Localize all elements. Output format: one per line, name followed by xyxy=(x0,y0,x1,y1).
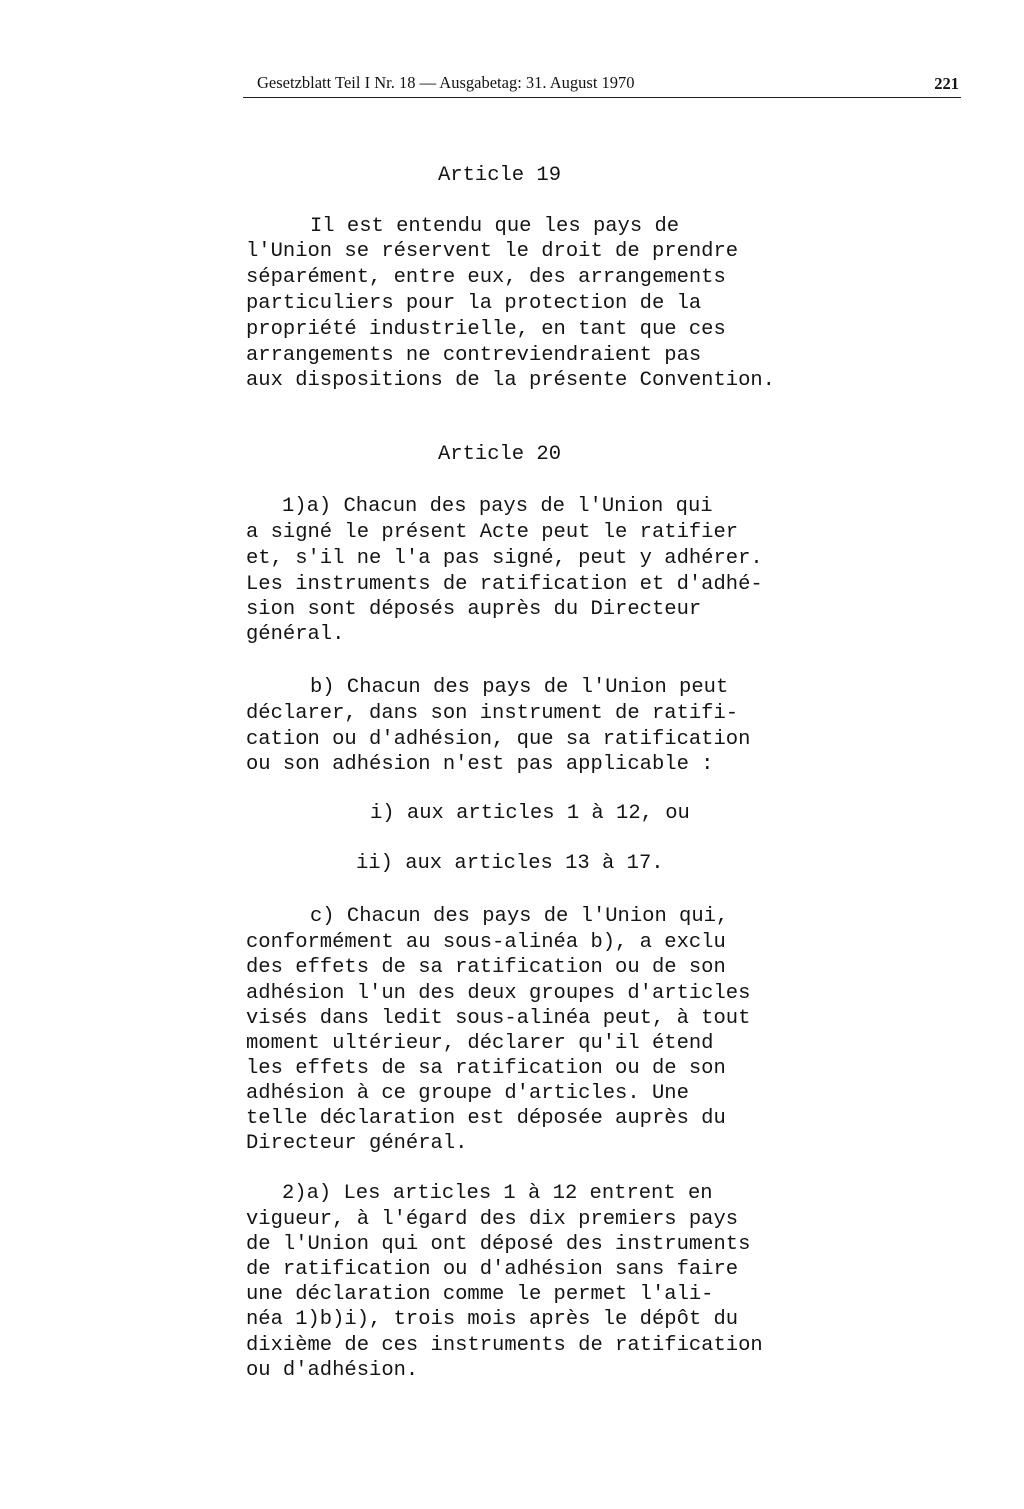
article-19-heading: Article 19 xyxy=(438,164,562,187)
text-line: Il est entendu que les pays de xyxy=(310,215,680,238)
text-line: une déclaration comme le permet l'ali- xyxy=(246,1283,714,1306)
article-20-heading: Article 20 xyxy=(438,443,562,466)
text-line: général. xyxy=(246,623,345,646)
running-header xyxy=(243,73,961,98)
text-line: ou son adhésion n'est pas applicable : xyxy=(246,753,714,776)
text-line: aux dispositions de la présente Convention. xyxy=(246,369,775,392)
text-line: des effets de sa ratification ou de son xyxy=(246,956,726,979)
text-line: arrangements ne contreviendraient pas xyxy=(246,344,702,367)
text-line: néa 1)b)i), trois mois après le dépôt du xyxy=(246,1308,739,1331)
text-line: Directeur général. xyxy=(246,1132,468,1155)
text-line: telle déclaration est déposée auprès du xyxy=(246,1107,726,1130)
text-line: séparément, entre eux, des arrangements xyxy=(246,266,726,289)
text-line: visés dans ledit sous-alinéa peut, à tout xyxy=(246,1007,751,1030)
text-line: ou d'adhésion. xyxy=(246,1359,419,1382)
text-line: l'Union se réservent le droit de prendre xyxy=(246,240,739,263)
header-title: Gesetzblatt Teil I Nr. 18 — Ausgabetag: 31. August 1970 xyxy=(257,73,635,92)
text-line: les effets de sa ratification ou de son xyxy=(246,1057,726,1080)
text-line: dixième de ces instruments de ratification xyxy=(246,1334,763,1357)
text-line: et, s'il ne l'a pas signé, peut y adhérer. xyxy=(246,547,763,570)
text-line: b) Chacun des pays de l'Union peut xyxy=(310,676,729,699)
text-line: a signé le présent Acte peut le ratifier xyxy=(246,521,739,544)
text-line: 1)a) Chacun des pays de l'Union qui xyxy=(282,495,713,518)
text-line: sion sont déposés auprès du Directeur xyxy=(246,598,702,621)
text-line: Les instruments de ratification et d'adhé- xyxy=(246,573,763,596)
text-line: propriété industrielle, en tant que ces xyxy=(246,318,726,341)
text-line: vigueur, à l'égard des dix premiers pays xyxy=(246,1208,739,1231)
text-line: cation ou d'adhésion, que sa ratification xyxy=(246,728,751,751)
text-line: de l'Union qui ont déposé des instruments xyxy=(246,1233,751,1256)
text-line: adhésion à ce groupe d'articles. Une xyxy=(246,1082,689,1105)
text-line: 2)a) Les articles 1 à 12 entrent en xyxy=(282,1182,713,1205)
text-line: moment ultérieur, déclarer qu'il étend xyxy=(246,1032,714,1055)
list-item-ii: ii) aux articles 13 à 17. xyxy=(356,852,664,875)
text-line: conformément au sous-alinéa b), a exclu xyxy=(246,931,726,954)
text-line: c) Chacun des pays de l'Union qui, xyxy=(310,905,729,928)
text-line: déclarer, dans son instrument de ratifi- xyxy=(246,702,739,725)
list-item-i: i) aux articles 1 à 12, ou xyxy=(370,802,690,825)
page-number: 221 xyxy=(934,74,959,93)
text-line: de ratification ou d'adhésion sans faire xyxy=(246,1258,739,1281)
text-line: adhésion l'un des deux groupes d'articles xyxy=(246,982,751,1005)
text-line: particuliers pour la protection de la xyxy=(246,292,702,315)
